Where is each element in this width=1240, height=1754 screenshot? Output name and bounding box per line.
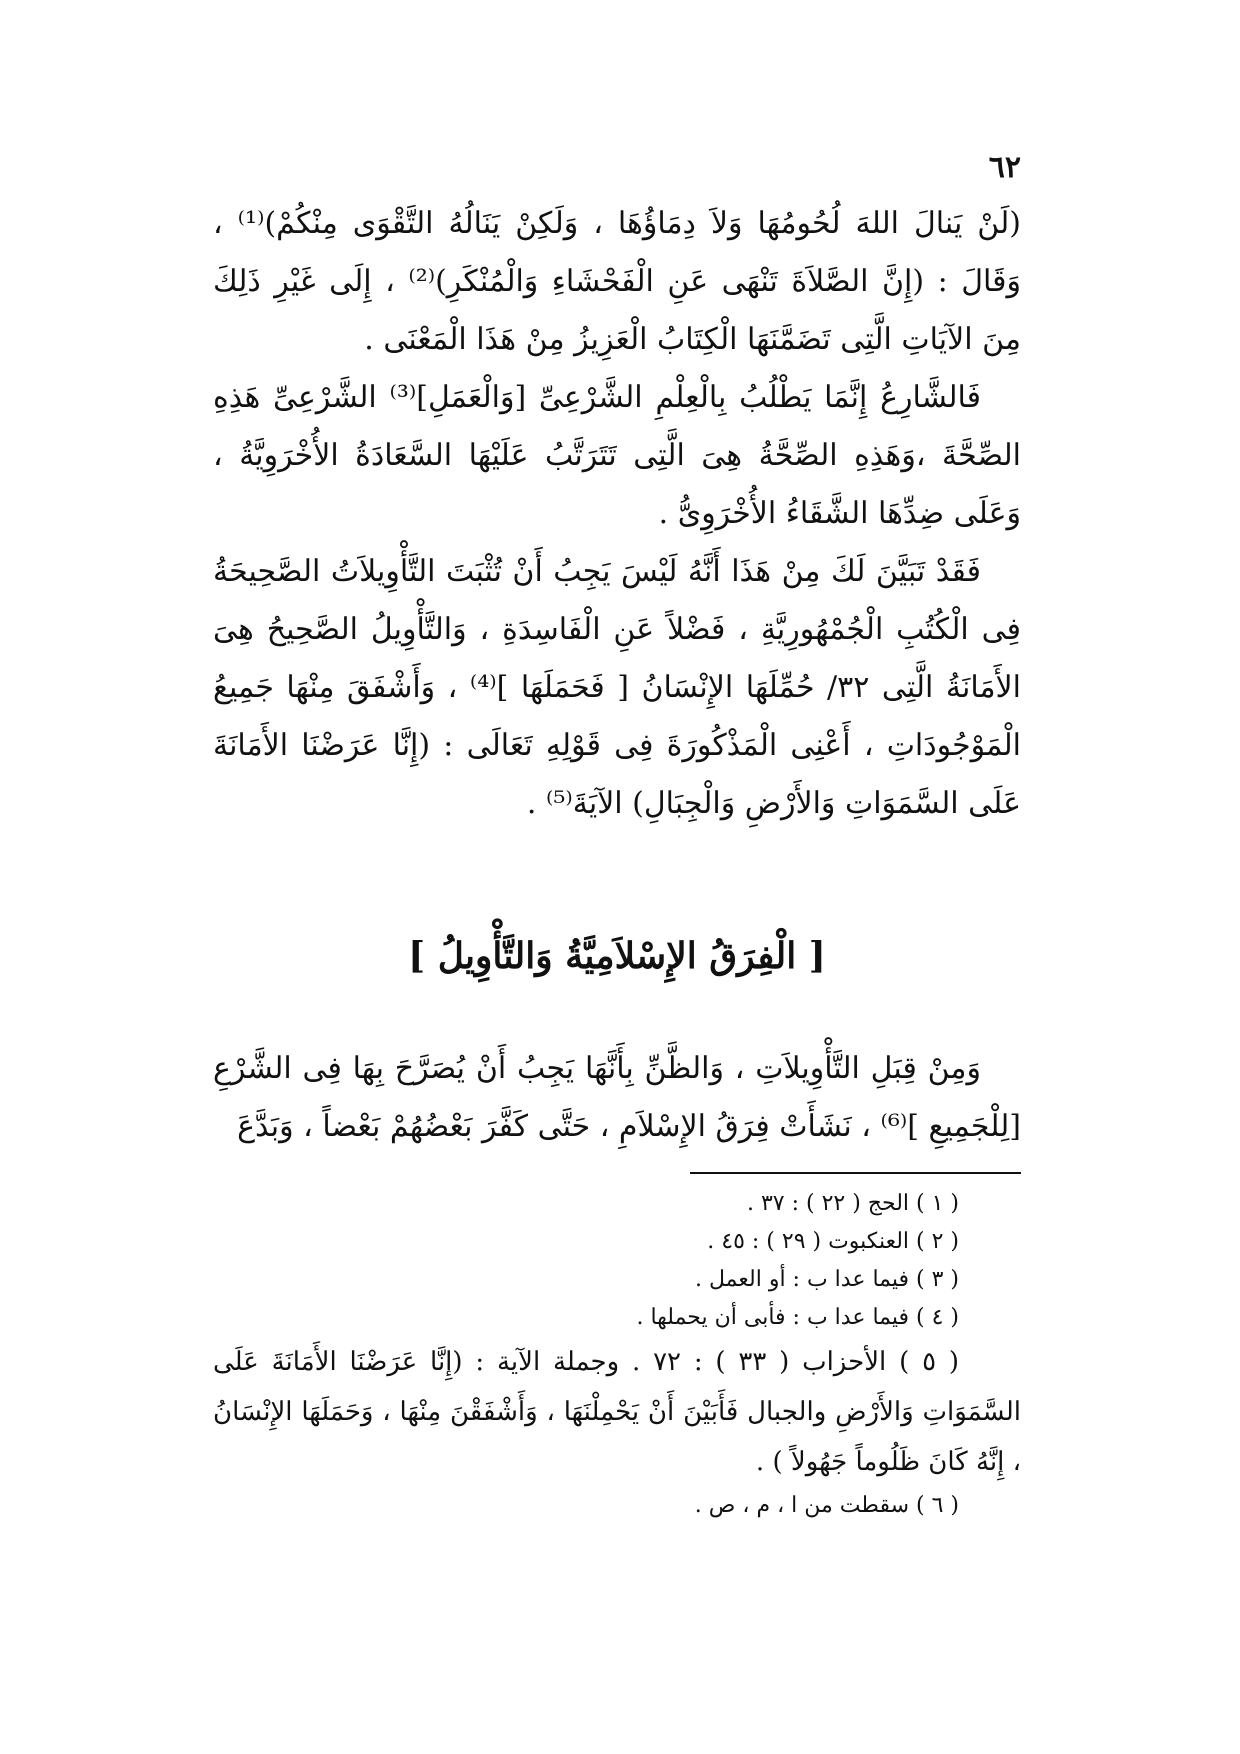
- footnote-3: ( ٣ ) فيما عدا ب : أو العمل .: [695, 1267, 959, 1292]
- footnote-divider: [690, 1172, 1021, 1174]
- page-number: ٦٢: [988, 150, 1021, 185]
- footnotes: [213, 1185, 1021, 1525]
- section-heading: [ الْفِرَقُ الإِسْلاَمِيَّةُ وَالتَّأْوِيلُ ]: [408, 935, 826, 977]
- body-text: [213, 195, 1021, 833]
- footnote-4: ( ٤ ) فيما عدا ب : فأبى أن يحملها .: [636, 1305, 959, 1330]
- section-text: [213, 1040, 1021, 1156]
- footnote-2: ( ٢ ) العنكبوت ( ٢٩ ) : ٤٥ .: [707, 1229, 959, 1254]
- paragraph-3: فَقَدْ تَبَيَّنَ لَكَ مِنْ هَذَا أَنَّهُ لَيْسَ يَجِبُ أَنْ تُثْبَتَ التَّأْوِيلاَتُ الصَّحِيحَةُ فِى الْكُتُبِ الْجُمْهُورِيَّةِ ، فَضْلاً عَنِ الْفَاسِدَةِ ، وَالتَّأْوِيلُ الصَّحِيحُ هِىَ الأَمَانَةُ الَّتِى ٣٢/ حُمِّلَهَا الإِنْسَانُ [ فَحَمَلَهَا ]⁽⁴⁾ ، وَأَشْفَقَ مِنْهَا جَمِيعُ الْمَوْجُودَاتِ ، أَعْنِى الْمَذْكُورَةَ فِى قَوْلِهِ تَعَالَى : (إِنَّا عَرَضْنَا الأَمَانَةَ عَلَى السَّمَوَاتِ وَالأَرْضِ وَالْجِبَالِ) الآيَةَ⁽⁵⁾ .: [213, 554, 1021, 821]
- footnote-6: ( ٦ ) سقطت من ا ، م ، ص .: [694, 1493, 959, 1518]
- footnote-1: ( ١ ) الحج ( ٢٢ ) : ٣٧ .: [746, 1191, 959, 1216]
- section-paragraph: وَمِنْ قِبَلِ التَّأْوِيلاَتِ ، وَالظَّنِّ بِأَنَّهَا يَجِبُ أَنْ يُصَرَّحَ بِهَا فِى الشَّرْعِ [لِلْجَمِيعِ ]⁽⁶⁾ ، نَشَأَتْ فِرَقُ الإِسْلاَمِ ، حَتَّى كَفَّرَ بَعْضُهُمْ بَعْضاً ، وَبَدَّعَ: [213, 1051, 1021, 1144]
- footnote-5: ( ٥ ) الأحزاب ( ٣٣ ) : ٧٢ . وجملة الآية : (إِنَّا عَرَضْنَا الأَمَانَةَ عَلَى السَّمَوَاتِ وَالأَرْضِ والجبال فَأَبَيْنَ أَنْ يَحْمِلْنَهَا ، وَأَشْفَقْنَ مِنْهَا ، وَحَمَلَهَا الإِنْسَانُ ، إِنَّهُ كَانَ ظَلُوماً جَهُولاً ) .: [213, 1347, 1021, 1477]
- paragraph-2: فَالشَّارِعُ إِنَّمَا يَطْلُبُ بِالْعِلْمِ الشَّرْعِىِّ [وَالْعَمَلِ]⁽³⁾ الشَّرْعِىِّ هَذِهِ الصِّحَّةَ ،وَهَذِهِ الصِّحَّةُ هِىَ الَّتِى تَتَرَتَّبُ عَلَيْهَا السَّعَادَةُ الأُخْرَوِيَّةُ ، وَعَلَى ضِدِّهَا الشَّقَاءُ الأُخْرَوِىُّ .: [213, 380, 1021, 531]
- paragraph-1: (لَنْ يَنالَ اللهَ لُحُومُهَا وَلاَ دِمَاؤُهَا ، وَلَكِنْ يَنَالُهُ التَّقْوَى مِنْكُمْ)⁽¹⁾ ، وَقَالَ : (إِنَّ الصَّلاَةَ تَنْهَى عَنِ الْفَحْشَاءِ وَالْمُنْكَرِ)⁽²⁾ ، إِلَى غَيْرِ ذَلِكَ مِنَ الآيَاتِ الَّتِى تَضَمَّنَهَا الْكِتَابُ الْعَزِيزُ مِنْ هَذَا الْمَعْنَى .: [213, 206, 1021, 357]
